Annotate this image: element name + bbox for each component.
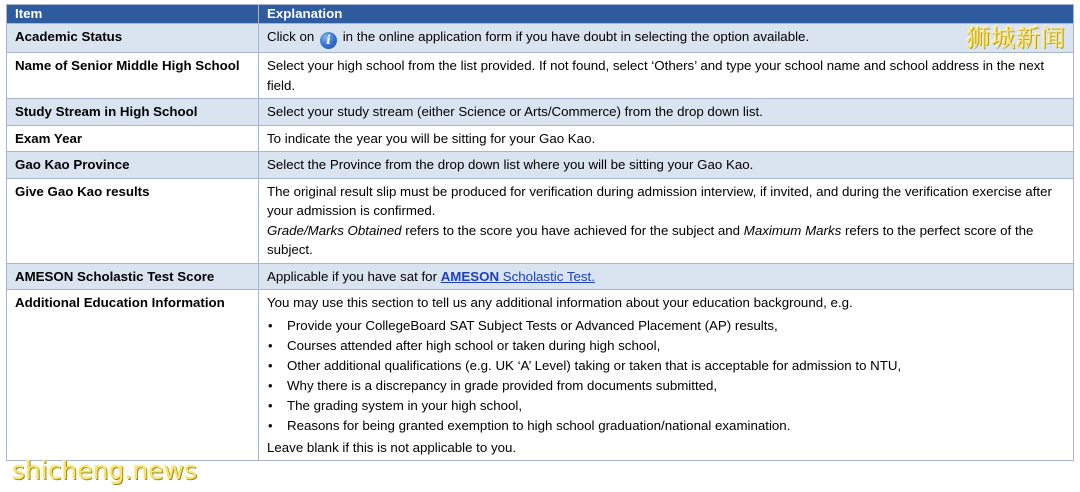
ameson-link-rest: Scholastic Test. bbox=[499, 268, 595, 284]
document-page bbox=[6, 4, 1073, 461]
table-row-ameson bbox=[7, 263, 1074, 290]
results-end-text: refers to the perfect score of the subject. bbox=[267, 222, 1034, 257]
ameson-link[interactable] bbox=[441, 269, 595, 284]
explanation-ameson bbox=[259, 263, 1074, 290]
list-item: • Reasons for being granted exemption to high school graduation/national examination. bbox=[287, 416, 1065, 436]
results-term-maximum: Maximum Marks bbox=[743, 222, 842, 238]
item-province: Gao Kao Province bbox=[7, 152, 259, 179]
explanation-province: Select the Province from the drop down list where you will be sitting your Gao Kao. bbox=[259, 152, 1074, 179]
table-row-province bbox=[7, 152, 1074, 179]
application-guide-table bbox=[6, 4, 1074, 461]
results-mid-text: refers to the score you have achieved for the subject and bbox=[401, 222, 744, 238]
results-paragraph-1: The original result slip must be produced for verification during admission interview, if invited, and during the verification exercise after your admission is confirmed. bbox=[267, 183, 1052, 218]
item-school: Name of Senior Middle High School bbox=[7, 53, 259, 99]
additional-intro: You may use this section to tell us any additional information about your education background, e.g. bbox=[267, 295, 853, 310]
academic-status-text-after: in the online application form if you have doubt in selecting the option available. bbox=[342, 29, 810, 44]
list-item: • Other additional qualifications (e.g. UK ‘A’ Level) taking or taken that is acceptable for admission to NTU, bbox=[287, 356, 1065, 376]
list-item: • Courses attended after high school or taken during high school, bbox=[287, 336, 1065, 356]
table-row-additional bbox=[7, 290, 1074, 461]
results-term-grade: Grade/Marks Obtained bbox=[267, 222, 402, 238]
info-icon[interactable]: i bbox=[320, 32, 337, 49]
watermark-bottom: shicheng.news bbox=[12, 456, 198, 485]
table-header-row bbox=[7, 5, 1074, 24]
list-item: • Why there is a discrepancy in grade provided from documents submitted, bbox=[287, 376, 1065, 396]
results-paragraph-2 bbox=[267, 221, 1065, 260]
table-row-exam-year bbox=[7, 125, 1074, 152]
item-stream: Study Stream in High School bbox=[7, 99, 259, 126]
additional-bullet-list bbox=[267, 316, 1065, 436]
ameson-link-bold: AMESON bbox=[440, 268, 500, 284]
explanation-academic-status bbox=[259, 24, 1074, 53]
item-academic-status: Academic Status bbox=[7, 24, 259, 53]
header-explanation: Explanation bbox=[259, 5, 1074, 24]
item-additional: Additional Education Information bbox=[7, 290, 259, 461]
watermark-top: 狮城新闻 bbox=[966, 24, 1066, 52]
explanation-exam-year: To indicate the year you will be sitting for your Gao Kao. bbox=[259, 125, 1074, 152]
table-row-stream bbox=[7, 99, 1074, 126]
item-exam-year: Exam Year bbox=[7, 125, 259, 152]
table-row-results bbox=[7, 178, 1074, 263]
item-ameson: AMESON Scholastic Test Score bbox=[7, 263, 259, 290]
list-item: • Provide your CollegeBoard SAT Subject Tests or Advanced Placement (AP) results, bbox=[287, 316, 1065, 336]
header-item: Item bbox=[7, 5, 259, 24]
item-results: Give Gao Kao results bbox=[7, 178, 259, 263]
academic-status-text-before: Click on bbox=[267, 29, 315, 44]
table-row-school bbox=[7, 53, 1074, 99]
explanation-stream: Select your study stream (either Science or Arts/Commerce) from the drop down list. bbox=[259, 99, 1074, 126]
list-item: • The grading system in your high school, bbox=[287, 396, 1065, 416]
explanation-school: Select your high school from the list provided. If not found, select ‘Others’ and type your school name and school address in the next field. bbox=[259, 53, 1074, 99]
additional-outro: Leave blank if this is not applicable to you. bbox=[267, 439, 517, 455]
ameson-text-before: Applicable if you have sat for bbox=[267, 268, 441, 284]
table-row-academic-status bbox=[7, 24, 1074, 53]
explanation-results bbox=[259, 178, 1074, 263]
explanation-additional bbox=[259, 290, 1074, 461]
